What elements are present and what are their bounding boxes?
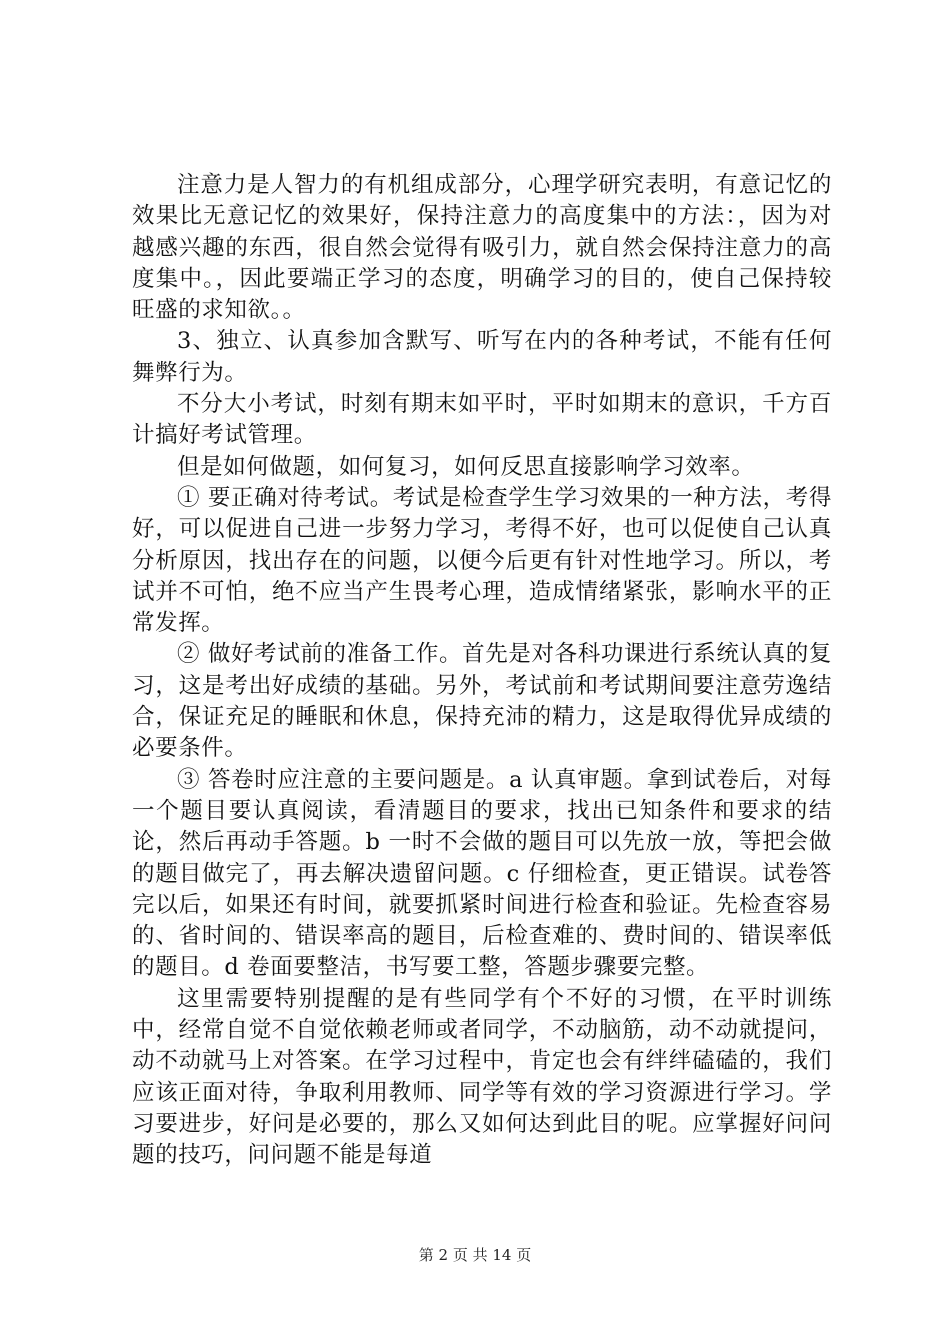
document-body (132, 170, 832, 1172)
paragraph-reminder: 这里需要特别提醒的是有些同学有个不好的习惯，在平时训练中，经常自觉不自觉依赖老师或者同学，不动脑筋，动不动就提问，动不动就马上对答案。在学习过程中，肯定也会有绊绊磕磕的，我们应该正面对待，争取利用教师、同学等有效的学习资源进行学习。学习要进步，好问是必要的，那么又如何达到此目的呢。应掌握好问问题的技巧，问问题不能是每道 (132, 985, 832, 1169)
paragraph-point-1: ① 要正确对待考试。考试是检查学生学习效果的一种方法，考得好，可以促进自己进一步努力学习，考得不好，也可以促使自己认真分析原因，找出存在的问题，以便今后更有针对性地学习。所以，考试并不可怕，绝不应当产生畏考心理，造成情绪紧张，影响水平的正常发挥。 (132, 484, 832, 637)
page-number-footer: 第 2 页 共 14 页 (418, 1246, 532, 1264)
paragraph-point-3: ③ 答卷时应注意的主要问题是。a 认真审题。拿到试卷后，对每一个题目要认真阅读，看清题目的要求，找出已知条件和要求的结论，然后再动手答题。b 一时不会做的题目可以先放一放，等把会做的题目做完了，再去解决遗留问题。c 仔细检查，更正错误。试卷答完以后，如果还有时间，就要抓紧时间进行检查和验证。先检查容易的、省时间的、错误率高的题目，后检查难的、费时间的、错误率低的题目。d 卷面要整洁，书写要工整，答题步骤要完整。 (132, 766, 832, 981)
paragraph-efficiency: 但是如何做题，如何复习，如何反思直接影响学习效率。 (177, 453, 755, 480)
paragraph-exam-rule: 3、独立、认真参加含默写、听写在内的各种考试，不能有任何舞弊行为。 (132, 328, 832, 386)
paragraph-attention: 注意力是人智力的有机组成部分，心理学研究表明，有意记忆的效果比无意记忆的效果好，保持注意力的高度集中的方法：，因为对越感兴趣的东西，很自然会觉得有吸引力，就自然会保持注意力的高度集中。，因此要端正学习的态度，明确学习的目的，使自己保持较旺盛的求知欲。。 (132, 172, 832, 324)
paragraph-exam-awareness: 不分大小考试，时刻有期末如平时，平时如期末的意识，千方百计搞好考试管理。 (132, 391, 832, 449)
paragraph-point-2: ② 做好考试前的准备工作。首先是对各科功课进行系统认真的复习，这是考出好成绩的基础。另外，考试前和考试期间要注意劳逸结合，保证充足的睡眠和休息，保持充沛的精力，这是取得优异成绩的必要条件。 (132, 641, 832, 762)
